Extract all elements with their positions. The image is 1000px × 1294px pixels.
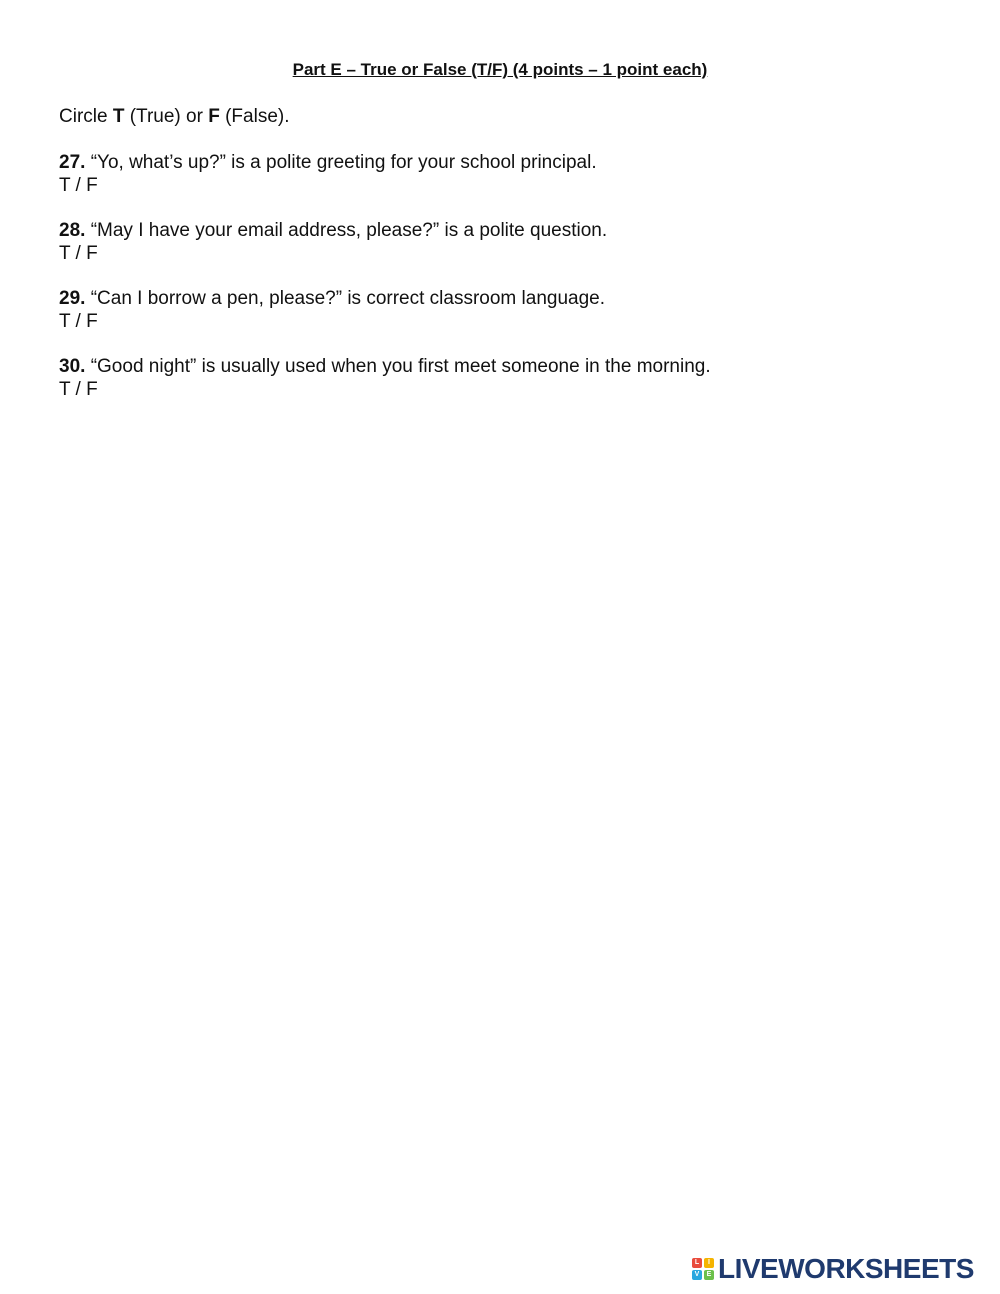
question-statement [59,219,607,242]
question-text: “Can I borrow a pen, please?” is correct classroom language. [85,288,606,309]
question-29 [59,287,605,333]
question-number: 30. [59,356,86,377]
question-text: “Yo, what’s up?” is a polite greeting for your school principal. [85,152,597,173]
instruction-f-letter: F [208,106,220,127]
logo-text: LIVEWORKSHEETS [718,1253,974,1284]
instruction-t-word: (True) or [124,106,209,127]
question-number: 28. [59,220,86,241]
instruction-prefix: Circle [59,106,113,127]
question-statement [59,287,605,310]
question-text: “May I have your email address, please?” is a polite question. [85,220,608,241]
logo-mark-cell: E [704,1270,714,1280]
section-heading: Part E – True or False (T/F) (4 points – 1 point each) [292,60,708,79]
question-text: “Good night” is usually used when you first meet someone in the morning. [85,356,711,377]
question-28 [59,219,607,265]
instruction-text [59,106,290,128]
question-statement [59,355,711,378]
true-false-options[interactable]: T / F [59,311,98,332]
true-false-options[interactable]: T / F [59,243,98,264]
question-statement [59,151,597,174]
question-number: 29. [59,288,86,309]
liveworksheets-logo [692,1252,974,1286]
logo-mark-cell: I [704,1258,714,1268]
logo-mark-icon [692,1258,714,1280]
true-false-options[interactable]: T / F [59,379,98,400]
logo-mark-cell: V [692,1270,702,1280]
instruction-f-word: (False). [219,106,290,127]
question-27 [59,151,597,197]
true-false-options[interactable]: T / F [59,175,98,196]
question-number: 27. [59,152,86,173]
instruction-t-letter: T [112,106,125,127]
question-30 [59,355,711,401]
logo-mark-cell: L [692,1258,702,1268]
